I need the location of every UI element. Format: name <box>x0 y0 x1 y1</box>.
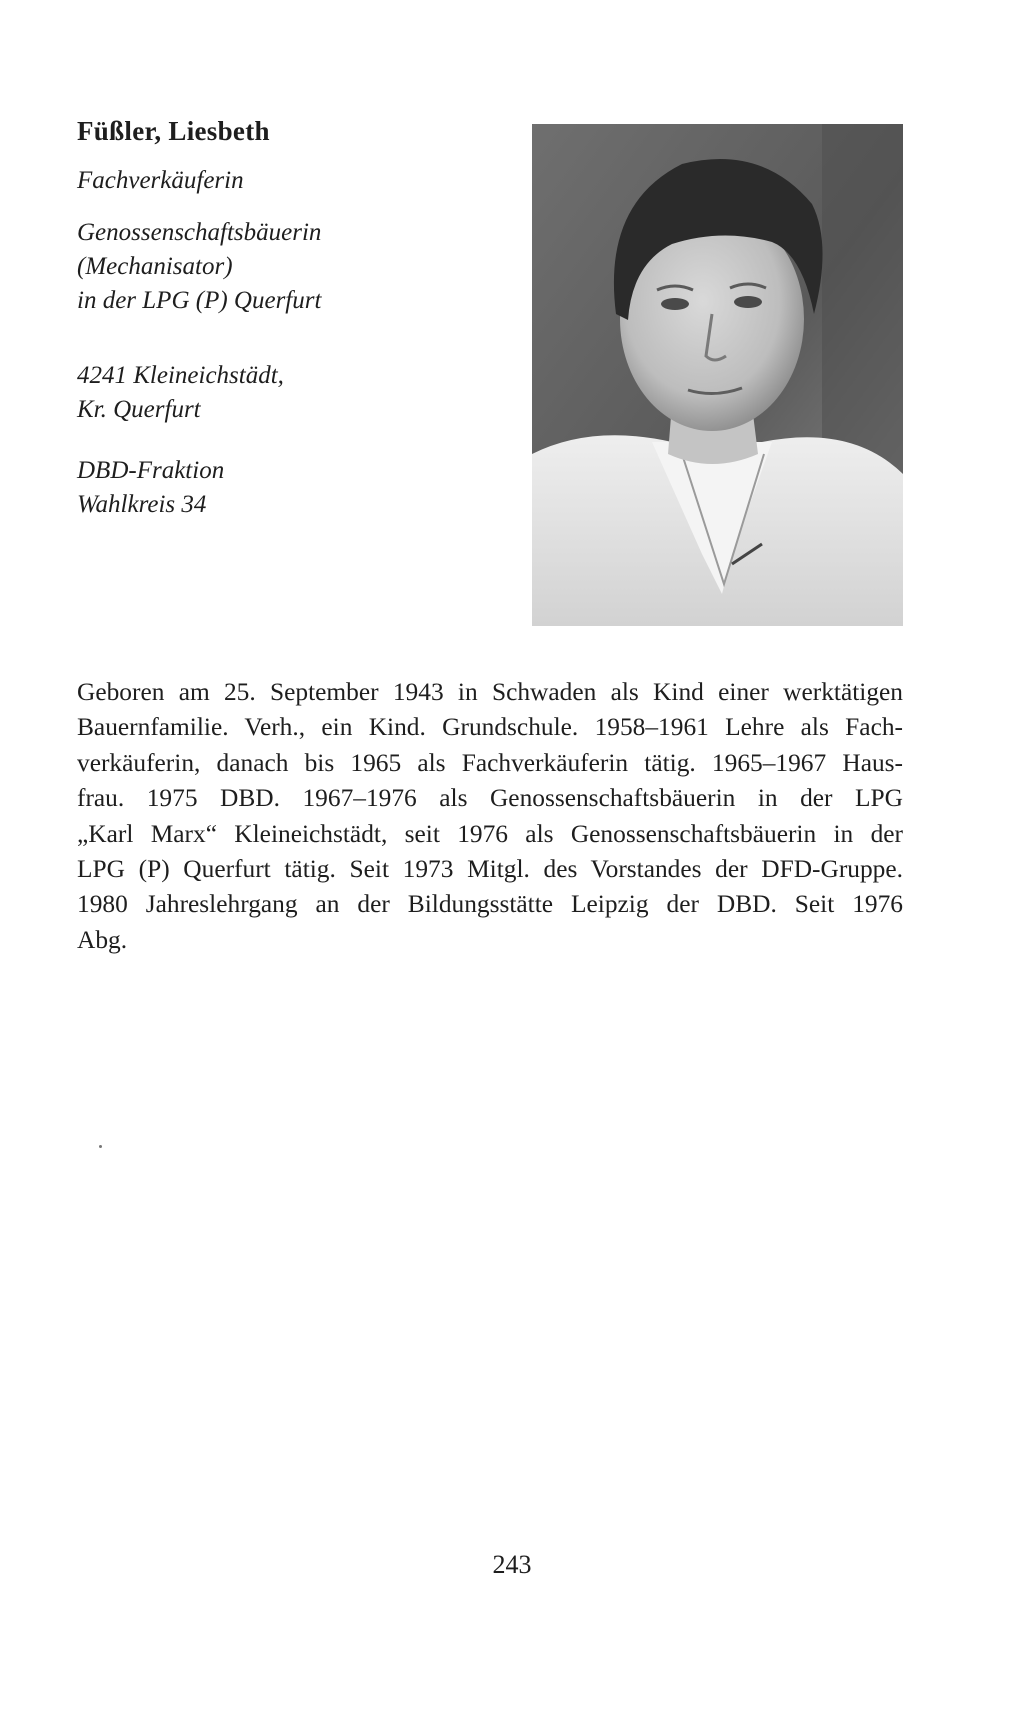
biography-line: Geboren am 25. September 1943 in Schwaden als Kind einer werktätigen <box>77 678 903 706</box>
biography-line: 1980 Jahreslehrgang an der Bildungsstätte Leipzig der DBD. Seit 1976 <box>77 890 903 919</box>
scan-speck <box>99 1145 102 1148</box>
address-line: Kr. Querfurt <box>77 396 201 423</box>
profession-line: Fachverkäuferin <box>77 167 244 194</box>
biography-line: Bauernfamilie. Verh., ein Kind. Grundschule. 1958–1961 Lehre als Fach- <box>77 713 903 742</box>
occupation-block <box>77 216 517 318</box>
biography-line: LPG (P) Querfurt tätig. Seit 1973 Mitgl. des Vorstandes der DFD-Gruppe. <box>77 855 903 884</box>
occupation-line: Genossenschaftsbäuerin <box>77 219 322 246</box>
portrait-photo <box>532 124 903 626</box>
biography-line: verkäuferin, danach bis 1965 als Fachverkäuferin tätig. 1965–1967 Haus- <box>77 748 903 777</box>
biography <box>77 675 903 958</box>
person-name: Füßler, Liesbeth <box>77 116 270 146</box>
constituency-line: Wahlkreis 34 <box>77 491 207 518</box>
biography-line: frau. 1975 DBD. 1967–1976 als Genossenschaftsbäuerin in der LPG <box>77 784 903 813</box>
profession <box>77 164 517 198</box>
occupation-line: (Mechanisator) <box>77 253 233 280</box>
occupation-line: in der LPG (P) Querfurt <box>77 287 322 314</box>
page-number: 243 <box>492 1550 532 1579</box>
portrait-photo-icon <box>532 124 903 626</box>
faction-block <box>77 454 517 522</box>
address-block <box>77 359 517 427</box>
address-line: 4241 Kleineichstädt, <box>77 362 284 389</box>
faction-line: DBD-Fraktion <box>77 457 225 484</box>
biography-line: Abg. <box>77 925 128 954</box>
biography-line: „Karl Marx“ Kleineichstädt, seit 1976 als Genossenschaftsbäuerin in der <box>77 819 903 848</box>
